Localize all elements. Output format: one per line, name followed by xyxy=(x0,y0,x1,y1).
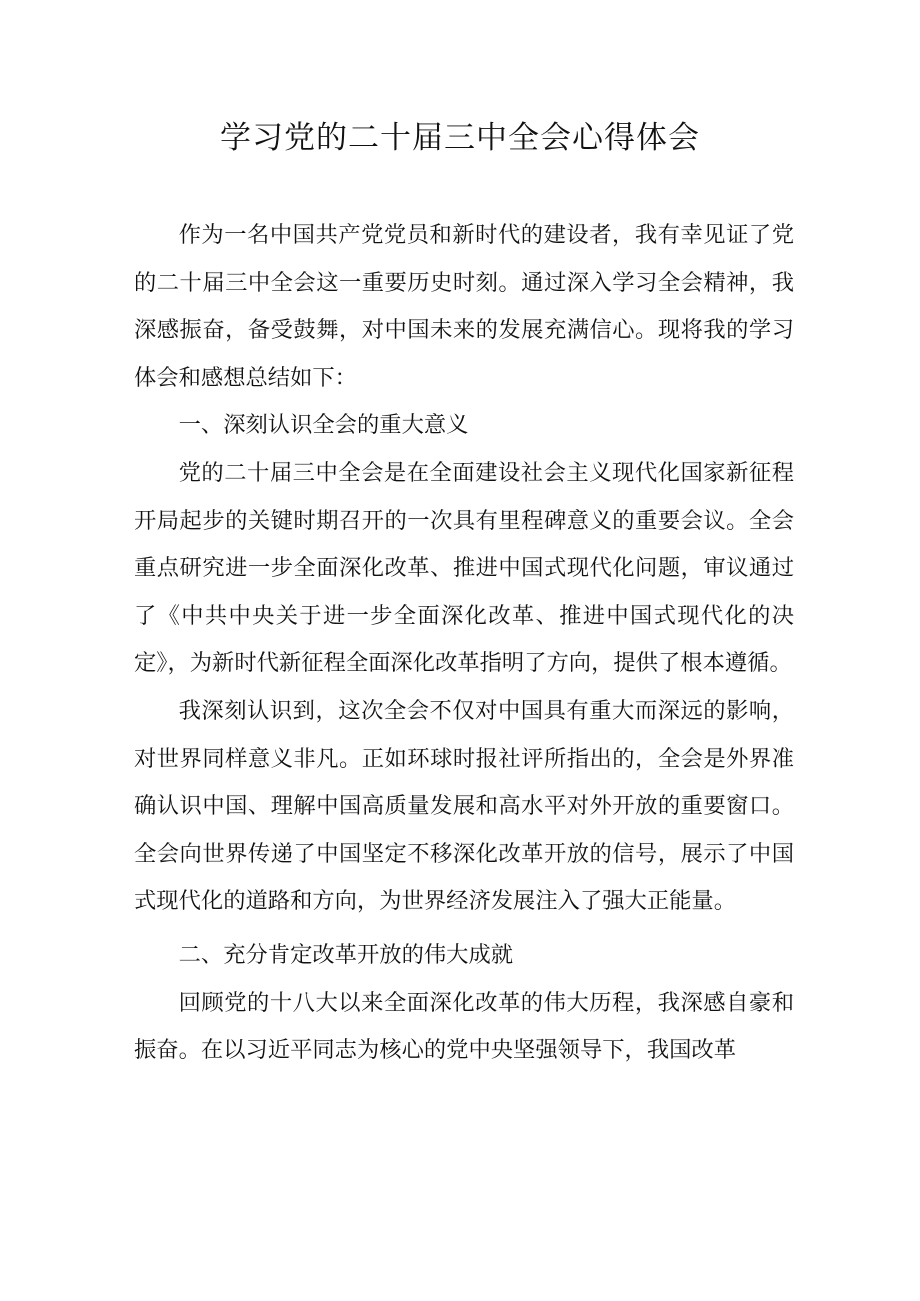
document-body xyxy=(134,212,794,1075)
document-title: 学习党的二十届三中全会心得体会 xyxy=(220,120,700,156)
section-heading-2: 二、充分肯定改革开放的伟大成就 xyxy=(178,941,514,968)
section-heading-1: 一、深刻认识全会的重大意义 xyxy=(178,412,469,439)
paragraph-world-impact: 我深刻认识到，这次全会不仅对中国具有重大而深远的影响，对世界同样意义非凡。正如环球时报社评所指出的，全会是外界准确认识中国、理解中国高质量发展和高水平对外开放的重要窗口。全会向世界传递了中国坚定不移深化改革开放的信号，展示了中国式现代化的道路和方向，为世界经济发展注入了强大正能量。 xyxy=(134,697,794,915)
paragraph-intro: 作为一名中国共产党党员和新时代的建设者，我有幸见证了党的二十届三中全会这一重要历史时刻。通过深入学习全会精神，我深感振奋，备受鼓舞，对中国未来的发展充满信心。现将我的学习体会和感想总结如下： xyxy=(134,222,794,391)
paragraph-achievements: 回顾党的十八大以来全面深化改革的伟大历程，我深感自豪和振奋。在以习近平同志为核心的党中央坚强领导下，我国改革 xyxy=(134,989,794,1064)
paragraph-significance: 党的二十届三中全会是在全面建设社会主义现代化国家新征程开局起步的关键时期召开的一次具有里程碑意义的重要会议。全会重点研究进一步全面深化改革、推进中国式现代化问题，审议通过了《中共中央关于进一步全面深化改革、推进中国式现代化的决定》，为新时代新征程全面深化改革指明了方向，提供了根本遵循。 xyxy=(134,459,794,677)
